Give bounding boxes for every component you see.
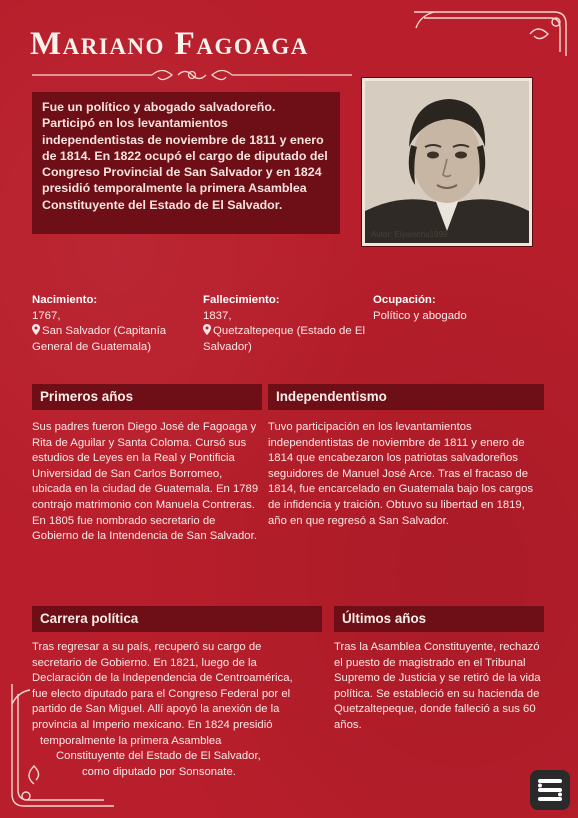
fact-occupation-value: Político y abogado [373,309,467,322]
fact-birth-place-line [32,324,202,355]
section-career-heading: Carrera política [32,606,322,632]
career-line: como diputado por Sonsonate. [82,765,236,778]
portrait-image [362,78,532,246]
section-last-heading: Últimos años [334,606,544,632]
site-logo[interactable] [530,770,570,810]
fact-death [203,293,373,355]
fact-birth-place: San Salvador (Capitanía General de Guatemala) [32,325,167,353]
page-title: Mariano Fagoaga [30,26,309,62]
portrait-credit: Autor: Elyamchu1999 [371,230,448,239]
section-independence-heading: Independentismo [268,384,544,410]
fact-birth-year: 1767, [32,309,61,322]
career-line: Tras regresar a su país, recuperó su cargo de [32,641,262,653]
career-line: partido de San Miguel. Allí apoyó la anexión de la [32,703,280,716]
section-early-heading: Primeros años [32,384,262,410]
fact-death-place: Quetzaltepeque (Estado de El Salvador) [203,325,365,353]
career-line: fue electo diputado para el Congreso Federal por el [32,687,291,700]
career-line: Declaración de la Independencia de Centroamérica, [32,672,293,685]
section-early-body: Sus padres fueron Diego José de Fagoaga y Rita de Aguilar y Santa Coloma. Cursó sus estudios de Leyes en la Real y Pontificia Universidad de San Carlos Borromeo, ubicada en la ciudad de Guatemala. En 1789 contrajo matrimonio con Manuela Contreras. En 1805 fue nombrado secretario de Gobierno de la Intendencia de San Salvador. [32,421,259,543]
site-logo-icon [530,770,570,810]
career-line: temporalmente la primera Asamblea [40,734,222,747]
fact-death-place-line [203,324,373,355]
fact-death-year: 1837, [203,309,232,322]
title-ornament [32,66,352,84]
location-pin-icon [203,324,211,335]
section-career-body [32,640,332,780]
career-line: secretario de Gobierno. En 1821, luego de la [32,656,257,669]
section-independence-body: Tuvo participación en los levantamientos independentistas de noviembre de 1811 y enero de 1814 que encabezaron los patriotas salvadoreños seguidores de Manuel José Arce. Tras el fracaso de 1814, fue encarcelado en Guatemala bajo los cargos de infidencia y traición. Obtuvo su libertad en 1819, año en que regresó a San Salvador. [268,421,534,527]
section-last-body: Tras la Asamblea Constituyente, rechazó el puesto de magistrado en el Tribunal Supremo de Justicia y se retiró de la vida política. Se estableció en su hacienda de Quetzaltepeque, donde falleció a sus 60 años. [334,641,541,731]
location-pin-icon [32,324,40,335]
fact-occupation-label: Ocupación: [373,294,436,306]
corner-ornament-top-right [404,4,574,64]
facts-row [32,293,552,361]
career-line: Constituyente del Estado de El Salvador, [56,750,261,763]
career-line: provincia al Imperio mexicano. En 1824 presidió [32,718,273,731]
fact-death-label: Fallecimiento: [203,294,280,306]
portrait-drawing [365,81,529,243]
intro-summary: Fue un político y abogado salvadoreño. Participó en los levantamientos independentistas de noviembre de 1811 y enero de 1814. En 1822 ocupó el cargo de diputado del Congreso Provincial de San Salvador y en 1824 presidió temporalmente la primera Asamblea Constituyente del Estado de El Salvador. [32,92,340,234]
fact-occupation [373,293,543,324]
fact-birth [32,293,202,355]
fact-birth-label: Nacimiento: [32,294,98,306]
